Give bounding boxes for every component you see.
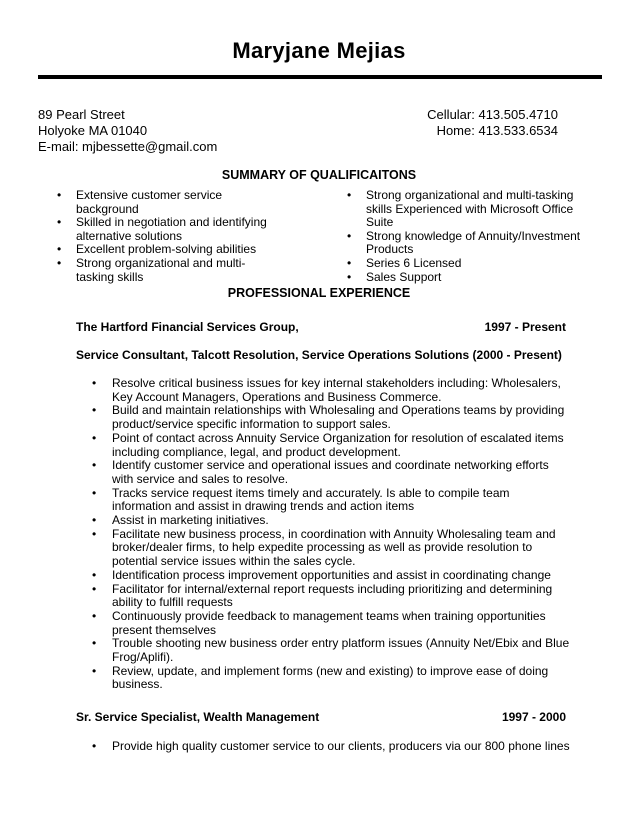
cellular-phone: Cellular: 413.505.4710 (427, 107, 558, 122)
responsibility-text: Build and maintain relationships with Wholesaling and Operations teams by providing product/service specific information to support sales. (112, 403, 565, 432)
list-item (347, 189, 602, 230)
list-item (57, 216, 272, 243)
bullet-icon: • (92, 513, 97, 528)
address-line-2: Holyoke MA 01040 (38, 123, 148, 138)
qualification-text: Extensive customer service background (76, 188, 223, 216)
responsibility-text: Tracks service request items timely and accurately. Is able to compile team information and assist in drawing trends and action items (112, 485, 510, 514)
candidate-name: Maryjane Mejias (232, 38, 406, 63)
list-item (92, 432, 572, 459)
responsibility-text: Identify customer service and operational issues and coordinate networking efforts with service and sales to resolve. (112, 458, 549, 486)
job-header-hartford (76, 320, 566, 334)
bullet-icon: • (92, 636, 97, 651)
list-item (92, 459, 572, 486)
bullet-icon: • (57, 255, 62, 270)
responsibility-text: Point of contact across Annuity Service Organization for resolution of escalated items including compliance, legal, and product development. (112, 430, 564, 459)
bullet-icon: • (92, 739, 97, 753)
role-title: Service Consultant, Talcott Resolution, Service Operations Solutions (2000 - Present) (76, 348, 562, 362)
experience-heading: PROFESSIONAL EXPERIENCE (227, 286, 411, 300)
email-line: E-mail: mjbessette@gmail.com (38, 139, 218, 154)
home-phone: Home: 413.533.6534 (436, 123, 558, 138)
responsibility-text: Identification process improvement opportunities and assist in coordinating change (112, 567, 551, 582)
qualification-text: Series 6 Licensed (366, 255, 462, 270)
list-item (57, 257, 272, 284)
bullet-icon: • (57, 242, 62, 257)
bullet-icon: • (92, 403, 97, 418)
address-line-1: 89 Pearl Street (38, 107, 125, 122)
responsibility-text: Provide high quality customer service to our clients, producers via our 800 phone lines (112, 739, 570, 753)
list-item (92, 487, 572, 514)
bullet-icon: • (92, 485, 97, 500)
responsibility-text: Facilitate new business process, in coordination with Annuity Wholesaling team and broker/dealer firms, to help expedite processing as well as provide resolution to potential service issues within the sales cycle. (112, 526, 556, 569)
list-item (347, 257, 602, 271)
list-item (92, 637, 572, 664)
qualification-text: Sales Support (366, 269, 442, 284)
job-title: Sr. Service Specialist, Wealth Management (76, 710, 320, 724)
job-dates: 1997 - Present (484, 320, 566, 334)
bullet-icon: • (92, 458, 97, 473)
bullet-icon: • (57, 188, 62, 202)
responsibility-text: Resolve critical business issues for key internal stakeholders including: Wholesalers, Key Account Managers, Operations and Business Commerce. (112, 376, 561, 404)
bullet-icon: • (92, 567, 97, 582)
qualification-text: Skilled in negotiation and identifying alternative solutions (76, 215, 267, 243)
list-item (92, 569, 572, 583)
bullet-icon: • (57, 215, 62, 230)
responsibility-text: Facilitator for internal/external report requests including prioritizing and determining ability to fulfill requests (112, 581, 553, 610)
responsibilities-list (92, 740, 572, 754)
responsibility-text: Review, update, and implement forms (new and existing) to improve ease of doing business. (112, 663, 549, 692)
bullet-icon: • (92, 526, 97, 541)
list-item (57, 189, 272, 216)
list-item (92, 610, 572, 637)
job-dates: 1997 - 2000 (501, 710, 566, 724)
responsibilities-list (92, 377, 572, 692)
list-item (92, 514, 572, 528)
bullet-icon: • (92, 430, 97, 445)
qualification-text: Excellent problem-solving abilities (76, 242, 257, 257)
job-header-wealth-management (76, 710, 566, 724)
bullet-icon: • (347, 228, 352, 243)
list-item (92, 665, 572, 692)
bullet-icon: • (92, 581, 97, 596)
company-name: The Hartford Financial Services Group, (76, 320, 299, 334)
bullet-icon: • (347, 255, 352, 270)
list-item (347, 230, 602, 257)
qualification-text: Strong organizational and multi-tasking skills Experienced with Microsoft Office Suite (366, 188, 574, 230)
list-item (92, 583, 572, 610)
bullet-icon: • (347, 269, 352, 284)
summary-list-left (57, 189, 272, 284)
qualification-text: Strong organizational and multi-tasking skills (76, 255, 246, 284)
summary-heading: SUMMARY OF QUALIFICAITONS (221, 168, 417, 182)
list-item (92, 740, 572, 754)
responsibility-text: Trouble shooting new business order entry platform issues (Annuity Net/Ebix and Blue Frog/Aplifi). (112, 636, 570, 665)
list-item (347, 271, 602, 285)
bullet-icon: • (92, 663, 97, 678)
responsibility-text: Continuously provide feedback to management teams when training opportunities present themselves (112, 608, 546, 637)
header-divider (38, 75, 602, 79)
summary-list-right (347, 189, 602, 284)
qualification-text: Strong knowledge of Annuity/Investment Products (366, 228, 581, 257)
bullet-icon: • (92, 376, 97, 390)
bullet-icon: • (92, 608, 97, 623)
bullet-icon: • (347, 188, 352, 202)
responsibility-text: Assist in marketing initiatives. (112, 513, 269, 528)
list-item (92, 528, 572, 569)
list-item (57, 243, 272, 257)
list-item (92, 377, 572, 404)
list-item (92, 404, 572, 431)
